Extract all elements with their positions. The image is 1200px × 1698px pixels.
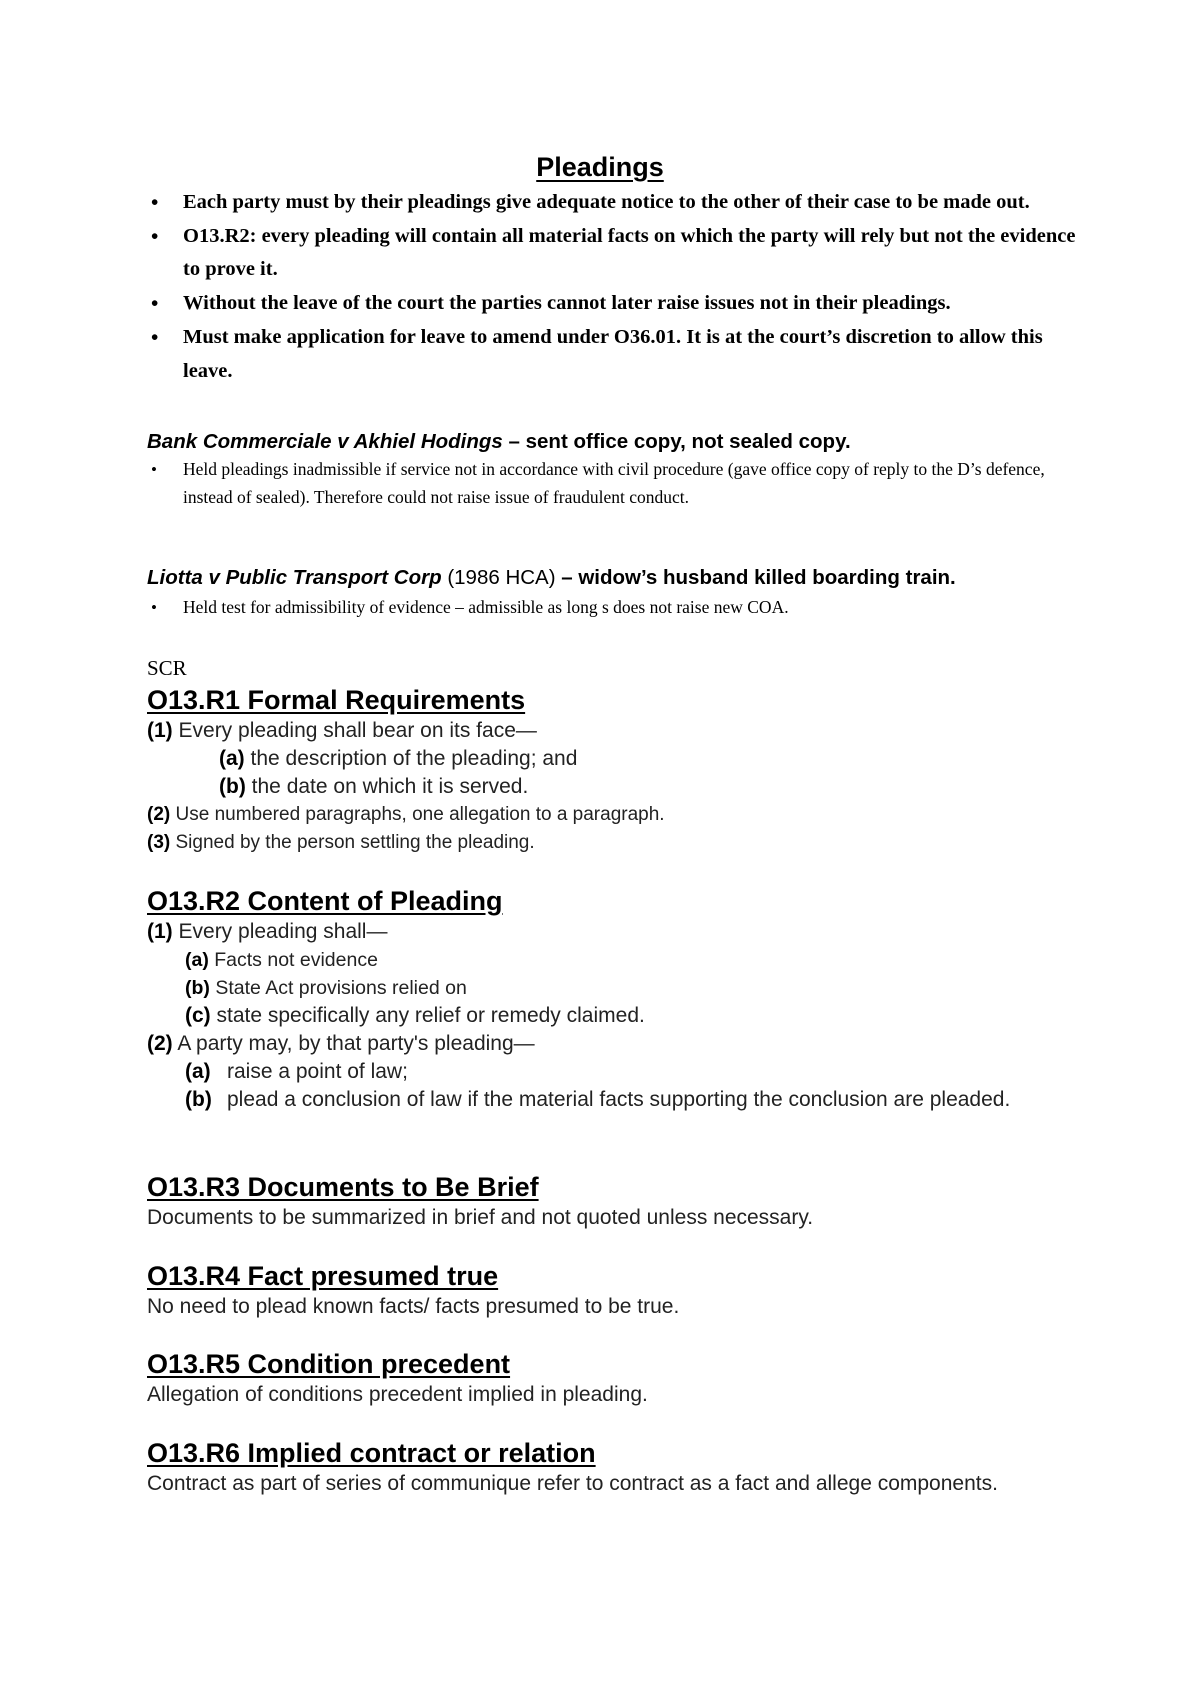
rule-line: (b) plead a conclusion of law if the material facts supporting the conclusion are pleaded.	[185, 1088, 1011, 1111]
section-heading: O13.R5 Condition precedent	[147, 1349, 511, 1379]
section-heading: O13.R2 Content of Pleading	[147, 886, 503, 916]
section-r4	[147, 1259, 1077, 1321]
section-r2	[147, 884, 1077, 1114]
section-heading: O13.R4 Fact presumed true	[147, 1261, 499, 1291]
list-item: • Each party must by their pleadings give adequate notice to the other of their case to be made out.	[147, 186, 1077, 220]
section-r1	[147, 683, 1077, 857]
rule-line: (1) Every pleading shall bear on its face—	[147, 719, 537, 742]
list-item: • Without the leave of the court the parties cannot later raise issues not in their pleadings.	[147, 287, 1077, 321]
case-heading: Bank Commerciale v Akhiel Hodings – sent office copy, not sealed copy.	[147, 430, 851, 453]
section-body: Contract as part of series of communique refer to contract as a fact and allege components.	[147, 1472, 998, 1495]
bullet-icon: •	[151, 460, 157, 479]
section-heading: O13.R6 Implied contract or relation	[147, 1438, 596, 1468]
case-heading: Liotta v Public Transport Corp (1986 HCA) – widow’s husband killed boarding train.	[147, 566, 956, 589]
rule-line: (a) the description of the pleading; and	[219, 747, 578, 770]
bullet-icon: •	[151, 223, 159, 248]
section-body: Allegation of conditions precedent implied in pleading.	[147, 1383, 648, 1406]
page-title: Pleadings	[536, 152, 664, 182]
rule-line: (2) Use numbered paragraphs, one allegation to a paragraph.	[147, 804, 665, 825]
rule-ref: O13.R2	[183, 224, 250, 247]
scr-label: SCR	[147, 656, 187, 680]
list-item: • Must make application for leave to amend under O36.01. It is at the court’s discretion to allow this leave.	[147, 321, 1077, 388]
list-item: • Held pleadings inadmissible if service not in accordance with civil procedure (gave office copy of reply to the D’s defence, instead of sealed). Therefore could not raise issue of fraudulent conduct.	[147, 456, 1077, 511]
case-bullet-list	[147, 456, 1077, 511]
main-bullet-list	[147, 186, 1077, 388]
case-bullet-list	[147, 594, 1077, 622]
section-r3	[147, 1170, 1077, 1232]
rule-line: (3) Signed by the person settling the pleading.	[147, 832, 535, 853]
case-name: Liotta v Public Transport Corp	[147, 566, 442, 589]
rule-line: (a) Facts not evidence	[185, 949, 378, 971]
section-body: Documents to be summarized in brief and not quoted unless necessary.	[147, 1206, 814, 1229]
rule-line: (1) Every pleading shall—	[147, 920, 388, 943]
rule-line: (b) State Act provisions relied on	[185, 977, 467, 999]
section-r5	[147, 1347, 1077, 1409]
bullet-icon: •	[151, 324, 159, 349]
bullet-icon: •	[151, 190, 159, 214]
list-item: • Held test for admissibility of evidence – admissible as long s does not raise new COA.	[147, 594, 1077, 622]
bullet-icon: •	[151, 291, 159, 316]
rule-line: (b) the date on which it is served.	[219, 775, 529, 798]
rule-ref: O36.01	[613, 325, 676, 348]
rule-line: (a) raise a point of law;	[185, 1060, 408, 1083]
case-name: Bank Commerciale v Akhiel Hodings	[147, 430, 503, 453]
section-body: No need to plead known facts/ facts presumed to be true.	[147, 1295, 680, 1318]
case-citation: (1986 HCA)	[441, 566, 556, 589]
rule-line: (2) A party may, by that party's pleading—	[147, 1032, 535, 1055]
list-item: • O13.R2: every pleading will contain all material facts on which the party will rely but not the evidence to prove it.	[147, 220, 1077, 287]
section-heading: O13.R3 Documents to Be Brief	[147, 1172, 539, 1202]
section-r6	[147, 1436, 1077, 1498]
rule-line: (c) state specifically any relief or remedy claimed.	[185, 1004, 645, 1027]
bullet-icon: •	[151, 598, 157, 617]
section-heading: O13.R1 Formal Requirements	[147, 685, 526, 715]
